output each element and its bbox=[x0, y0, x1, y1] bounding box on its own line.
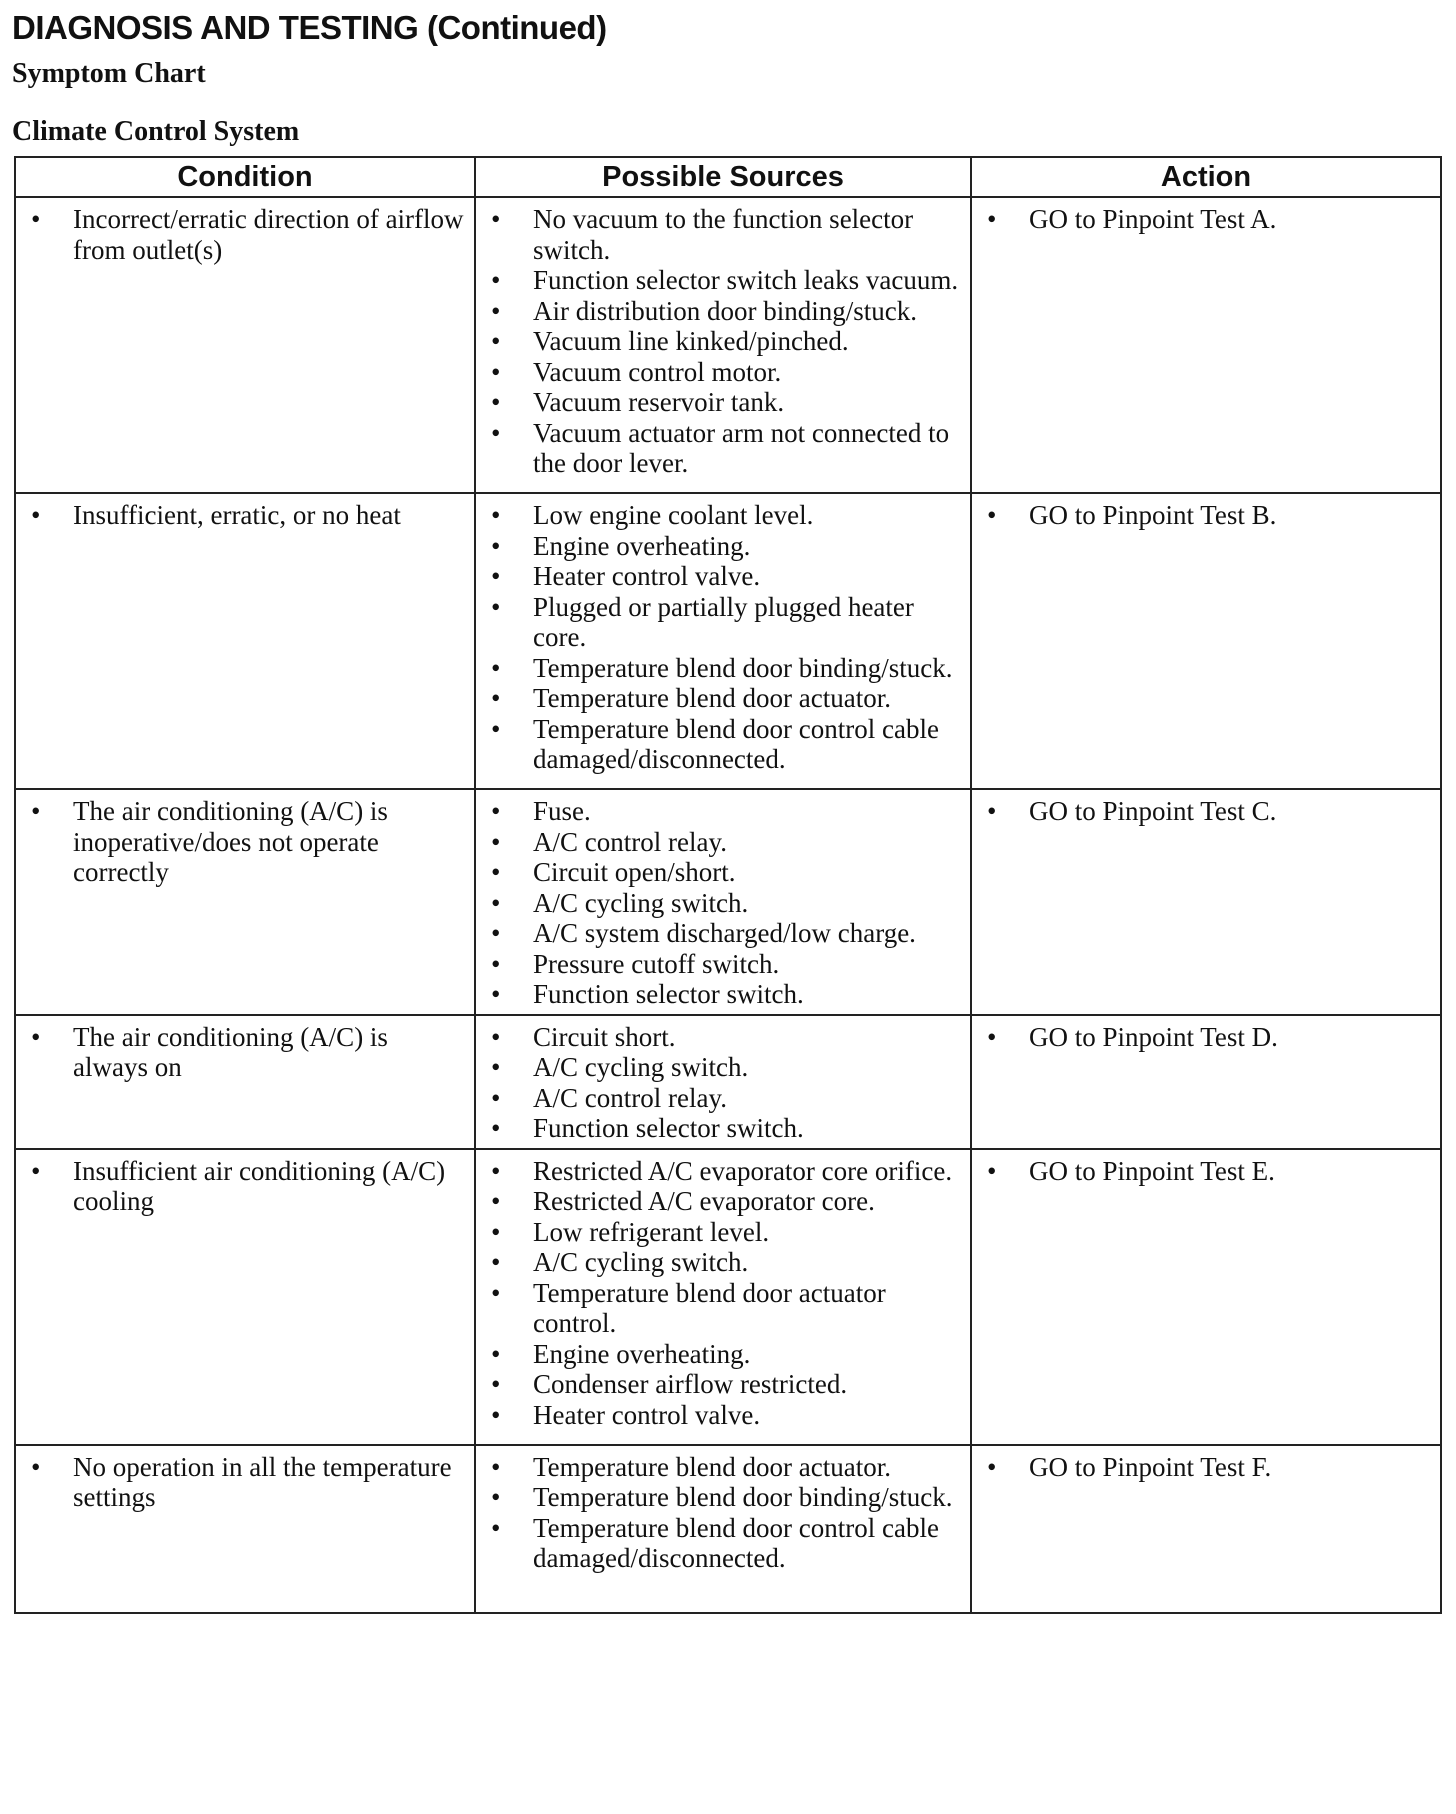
table-row bbox=[15, 493, 1441, 789]
chart-title: Symptom Chart bbox=[12, 58, 206, 89]
column-header-condition: Condition bbox=[15, 157, 475, 197]
action-text: • GO to Pinpoint Test D. bbox=[984, 1022, 1432, 1053]
action-text: • GO to Pinpoint Test A. bbox=[984, 204, 1432, 235]
source-item: • Function selector switch leaks vacuum. bbox=[488, 265, 962, 296]
possible-sources-cell bbox=[475, 1015, 971, 1149]
source-item: • Engine overheating. bbox=[488, 531, 962, 562]
possible-sources-cell bbox=[475, 1445, 971, 1613]
condition-cell bbox=[15, 197, 475, 493]
condition-cell bbox=[15, 1149, 475, 1445]
source-item: • Vacuum actuator arm not connected to the door lever. bbox=[488, 418, 962, 479]
condition-cell bbox=[15, 789, 475, 1015]
source-item: • Temperature blend door control cable damaged/disconnected. bbox=[488, 1513, 962, 1574]
action-cell bbox=[971, 1015, 1441, 1149]
source-item: • A/C control relay. bbox=[488, 1083, 962, 1114]
column-header-possible-sources: Possible Sources bbox=[475, 157, 971, 197]
source-item: • Heater control valve. bbox=[488, 561, 962, 592]
source-item: • A/C control relay. bbox=[488, 827, 962, 858]
condition-cell bbox=[15, 493, 475, 789]
condition-text: • Insufficient, erratic, or no heat bbox=[28, 500, 466, 531]
source-item: • Plugged or partially plugged heater core. bbox=[488, 592, 962, 653]
action-text: • GO to Pinpoint Test C. bbox=[984, 796, 1432, 827]
source-item: • A/C cycling switch. bbox=[488, 1052, 962, 1083]
action-text: • GO to Pinpoint Test B. bbox=[984, 500, 1432, 531]
table-body bbox=[15, 197, 1441, 1613]
condition-text: • No operation in all the temperature settings bbox=[28, 1452, 466, 1513]
condition-text: • The air conditioning (A/C) is inoperative/does not operate correctly bbox=[28, 796, 466, 888]
possible-sources-cell bbox=[475, 197, 971, 493]
source-item: • Condenser airflow restricted. bbox=[488, 1369, 962, 1400]
condition-text: • Incorrect/erratic direction of airflow from outlet(s) bbox=[28, 204, 466, 265]
source-item: • Heater control valve. bbox=[488, 1400, 962, 1431]
source-item: • Vacuum line kinked/pinched. bbox=[488, 326, 962, 357]
action-cell bbox=[971, 1149, 1441, 1445]
table-row bbox=[15, 1015, 1441, 1149]
system-title: Climate Control System bbox=[12, 116, 300, 147]
table-header-row bbox=[15, 157, 1441, 197]
table-row bbox=[15, 1445, 1441, 1613]
source-item: • Air distribution door binding/stuck. bbox=[488, 296, 962, 327]
source-item: • Circuit short. bbox=[488, 1022, 962, 1053]
action-cell bbox=[971, 493, 1441, 789]
condition-text: • The air conditioning (A/C) is always on bbox=[28, 1022, 466, 1083]
action-cell bbox=[971, 789, 1441, 1015]
possible-sources-cell bbox=[475, 789, 971, 1015]
table-row bbox=[15, 1149, 1441, 1445]
condition-cell bbox=[15, 1015, 475, 1149]
source-item: • A/C system discharged/low charge. bbox=[488, 918, 962, 949]
source-item: • Restricted A/C evaporator core. bbox=[488, 1186, 962, 1217]
source-item: • Function selector switch. bbox=[488, 1113, 962, 1144]
action-cell bbox=[971, 197, 1441, 493]
page-title: DIAGNOSIS AND TESTING (Continued) bbox=[12, 9, 607, 46]
action-text: • GO to Pinpoint Test E. bbox=[984, 1156, 1432, 1187]
source-item: • Low refrigerant level. bbox=[488, 1217, 962, 1248]
action-text: • GO to Pinpoint Test F. bbox=[984, 1452, 1432, 1483]
source-item: • Vacuum control motor. bbox=[488, 357, 962, 388]
source-item: • Temperature blend door actuator. bbox=[488, 1452, 962, 1483]
source-item: • Circuit open/short. bbox=[488, 857, 962, 888]
source-item: • Vacuum reservoir tank. bbox=[488, 387, 962, 418]
source-item: • No vacuum to the function selector switch. bbox=[488, 204, 962, 265]
column-header-action: Action bbox=[971, 157, 1441, 197]
source-item: • Low engine coolant level. bbox=[488, 500, 962, 531]
source-item: • A/C cycling switch. bbox=[488, 1247, 962, 1278]
source-item: • Temperature blend door control cable damaged/disconnected. bbox=[488, 714, 962, 775]
source-item: • Function selector switch. bbox=[488, 979, 962, 1010]
source-item: • Temperature blend door actuator control. bbox=[488, 1278, 962, 1339]
possible-sources-cell bbox=[475, 1149, 971, 1445]
table-row bbox=[15, 197, 1441, 493]
source-item: • Temperature blend door binding/stuck. bbox=[488, 1482, 962, 1513]
condition-text: • Insufficient air conditioning (A/C) cooling bbox=[28, 1156, 466, 1217]
source-item: • A/C cycling switch. bbox=[488, 888, 962, 919]
source-item: • Fuse. bbox=[488, 796, 962, 827]
condition-cell bbox=[15, 1445, 475, 1613]
possible-sources-cell bbox=[475, 493, 971, 789]
source-item: • Restricted A/C evaporator core orifice. bbox=[488, 1156, 962, 1187]
table-row bbox=[15, 789, 1441, 1015]
symptom-chart-table bbox=[14, 156, 1442, 1614]
source-item: • Temperature blend door actuator. bbox=[488, 683, 962, 714]
source-item: • Temperature blend door binding/stuck. bbox=[488, 653, 962, 684]
action-cell bbox=[971, 1445, 1441, 1613]
source-item: • Pressure cutoff switch. bbox=[488, 949, 962, 980]
source-item: • Engine overheating. bbox=[488, 1339, 962, 1370]
